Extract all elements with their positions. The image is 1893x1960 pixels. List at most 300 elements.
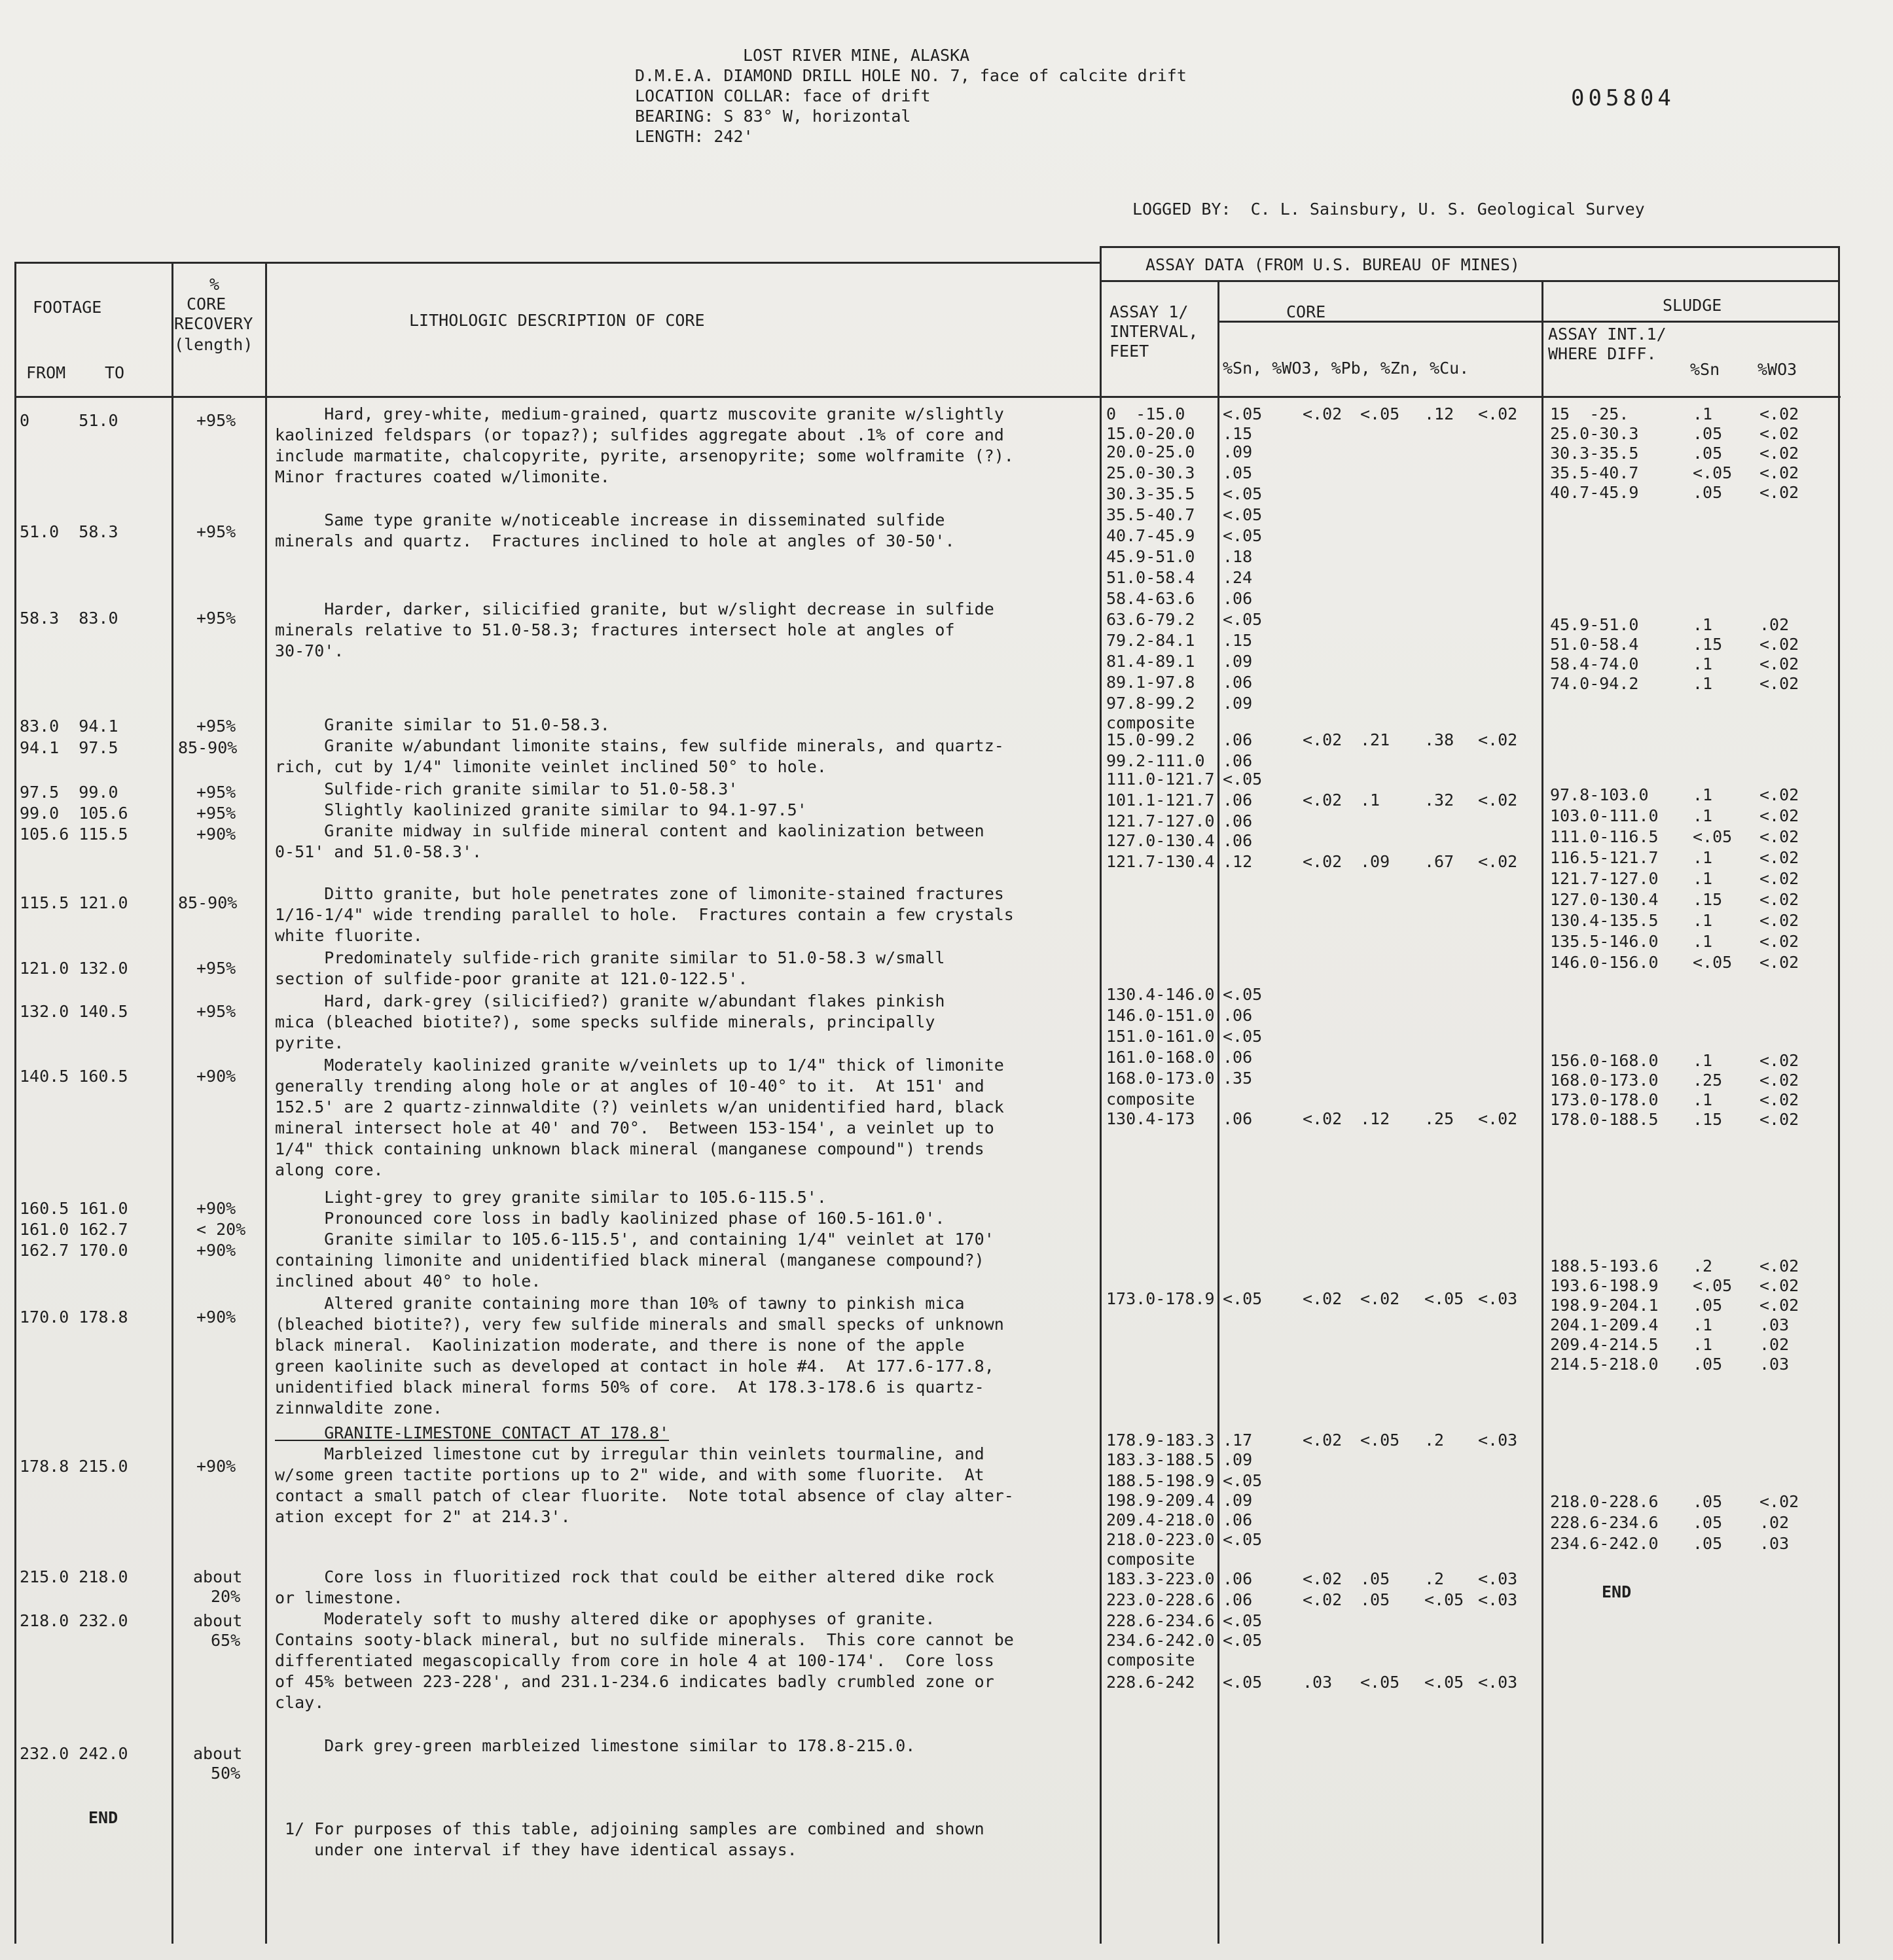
core-assay-wo3: <.02 [1303,1289,1343,1308]
recovery-value: +95% [196,609,236,628]
sludge-assay-wo3: <.02 [1759,1256,1799,1275]
description-line: include marmatite, chalcopyrite, pyrite, arsenopyrite; some wolframite (?). [275,446,1014,465]
core-assay-sn: .06 [1223,1510,1253,1529]
recovery-value: +90% [196,1241,236,1260]
document-number: 005804 [1571,85,1675,111]
col-rule-core [1541,280,1543,1944]
length-header: (length) [174,335,253,354]
core-assay-sn: <.05 [1223,1611,1263,1630]
header-bottom-rule [14,396,1841,398]
sludge-assay-sn: <.05 [1693,1276,1733,1295]
sludge-assay-wo3: .02 [1759,1335,1790,1354]
core-assay-sn: <.05 [1223,985,1263,1004]
core-assay-interval: 130.4-173 [1106,1109,1195,1128]
assay-data-header: ASSAY DATA (FROM U.S. BUREAU OF MINES) [1145,255,1520,274]
core-assay-sn: .06 [1223,1569,1253,1588]
assay-top-rule [1100,246,1839,248]
sludge-assay-sn: <.05 [1693,463,1733,482]
sludge-assay-interval: 156.0-168.0 [1550,1051,1659,1070]
core-assay-zn: .32 [1424,791,1454,810]
sludge-assay-wo3: <.02 [1759,890,1799,909]
sludge-assay-sn: .05 [1693,424,1723,443]
core-assay-cu: <.02 [1478,1109,1518,1128]
core-assay-sn: .24 [1223,568,1253,587]
sludge-assay-wo3: <.02 [1759,483,1799,502]
core-assay-interval: 111.0-121.7 [1106,770,1215,789]
sludge-assay-wo3: <.02 [1759,953,1799,972]
description-line: Granite midway in sulfide mineral content and kaolinization between [275,821,984,840]
footage-end: END [88,1808,118,1827]
description-line: Hard, dark-grey (silicified?) granite w/abundant flakes pinkish [275,991,945,1010]
sludge-assay-wo3: <.02 [1759,1071,1799,1090]
sludge-assay-wo3: <.02 [1759,785,1799,804]
sludge-assay-interval: 116.5-121.7 [1550,848,1659,867]
sludge-assay-interval: 214.5-218.0 [1550,1355,1659,1374]
core-assay-sn: .06 [1223,831,1253,850]
core-assay-cu: <.02 [1478,791,1518,810]
sludge-assay-interval: 127.0-130.4 [1550,890,1659,909]
sludge-wo3-header: %WO3 [1758,360,1797,379]
core-assay-sn: .06 [1223,1109,1253,1128]
description-line: of 45% between 223-228', and 231.1-234.6 indicates badly crumbled zone or [275,1672,994,1691]
sludge-assay-sn: .05 [1693,444,1723,463]
description-line: minerals and quartz. Fractures inclined to hole at angles of 30-50'. [275,531,955,550]
sludge-assay-sn: .1 [1693,654,1713,673]
footage-row: 99.0 105.6 [20,804,128,823]
sludge-assay-interval: 74.0-94.2 [1550,674,1639,693]
recovery-value: 50% [211,1764,241,1783]
location-line: LOCATION COLLAR: face of drift [635,86,931,105]
sludge-assay-sn: .1 [1693,615,1713,634]
sludge-assay-interval: 30.3-35.5 [1550,444,1639,463]
core-assay-interval: 63.6-79.2 [1106,610,1195,629]
footage-row: 58.3 83.0 [20,609,118,628]
description-line: Pronounced core loss in badly kaolinized phase of 160.5-161.0'. [275,1209,945,1228]
core-assay-interval: composite [1106,1550,1195,1569]
sludge-assay-interval: 168.0-173.0 [1550,1071,1659,1090]
sludge-assay-wo3: .03 [1759,1355,1790,1374]
description-line: containing limonite and unidentified black mineral (manganese compound?) [275,1251,984,1270]
sludge-assay-sn: .1 [1693,1051,1713,1070]
sludge-assay-wo3: <.02 [1759,1296,1799,1315]
recovery-value: +90% [196,1199,236,1218]
bearing-line: BEARING: S 83° W, horizontal [635,107,911,126]
description-line: Granite similar to 51.0-58.3. [275,715,610,734]
col-rule-interval [1217,280,1219,1944]
description-line: ation except for 2" at 214.3'. [275,1507,571,1526]
core-assay-sn: .06 [1223,730,1253,749]
description-line: w/some green tactite portions up to 2" wide, and with some fluorite. At [275,1465,984,1484]
sludge-interval-header-2: WHERE DIFF. [1548,344,1657,363]
core-assay-interval: 89.1-97.8 [1106,673,1195,692]
core-assay-interval: 51.0-58.4 [1106,568,1195,587]
sludge-assay-sn: .1 [1693,1315,1713,1334]
core-assay-zn: .12 [1424,404,1454,423]
to-header: TO [105,363,125,382]
description-line: contact a small patch of clear fluorite. Note total absence of clay alter- [275,1486,1014,1505]
core-assay-interval: 218.0-223.0 [1106,1530,1215,1549]
recovery-value: 85-90% [178,893,238,912]
core-assay-sn: <.05 [1223,404,1263,423]
footage-row: 121.0 132.0 [20,959,128,978]
recovery-value: +95% [196,1002,236,1021]
sludge-assay-sn: .1 [1693,674,1713,693]
col-rule-footage [171,262,173,1944]
core-assay-wo3: <.02 [1303,852,1343,871]
description-line: section of sulfide-poor granite at 121.0-122.5'. [275,969,748,988]
core-header: CORE [1286,302,1326,321]
core-assay-interval: 130.4-146.0 [1106,985,1215,1004]
col-rule-left [14,262,16,1944]
core-assay-wo3: <.02 [1303,791,1343,810]
core-assay-interval: 146.0-151.0 [1106,1006,1215,1025]
core-assay-cu: <.03 [1478,1590,1518,1609]
description-line: rich, cut by 1/4" limonite veinlet inclined 50° to hole. [275,757,827,776]
sludge-assay-sn: .25 [1693,1071,1723,1090]
core-assay-interval: 223.0-228.6 [1106,1590,1215,1609]
core-assay-interval: 228.6-242 [1106,1673,1195,1692]
pct-header: % [209,275,220,294]
sludge-assay-wo3: <.02 [1759,635,1799,654]
description-line: black mineral. Kaolinization moderate, and there is none of the apple [275,1336,965,1355]
sludge-assay-interval: 121.7-127.0 [1550,869,1659,888]
core-assay-sn: <.05 [1223,1673,1263,1692]
sludge-assay-sn: .1 [1693,785,1713,804]
sludge-assay-interval: 97.8-103.0 [1550,785,1649,804]
core-assay-interval: 121.7-130.4 [1106,852,1215,871]
core-assay-interval: 198.9-209.4 [1106,1491,1215,1510]
footage-row: 170.0 178.8 [20,1308,128,1327]
from-header: FROM [26,363,66,382]
core-assay-pb: .21 [1360,730,1390,749]
core-assay-sn: .09 [1223,1450,1253,1469]
description-line: minerals relative to 51.0-58.3; fractures intersect hole at angles of [275,620,955,639]
sludge-assay-wo3: <.02 [1759,932,1799,951]
sludge-assay-wo3: <.02 [1759,674,1799,693]
core-assay-cu: <.02 [1478,404,1518,423]
core-assay-sn: <.05 [1223,484,1263,503]
sludge-assay-interval: 178.0-188.5 [1550,1110,1659,1129]
core-assay-sn: <.05 [1223,610,1263,629]
core-assay-zn: .2 [1424,1431,1445,1450]
footnote-line: under one interval if they have identical assays. [285,1840,797,1859]
core-assay-interval: 183.3-188.5 [1106,1450,1215,1469]
sludge-assay-sn: .05 [1693,1492,1723,1511]
sludge-assay-interval: 103.0-111.0 [1550,806,1659,825]
recovery-value: +90% [196,1308,236,1327]
recovery-value: +95% [196,522,236,541]
core-assay-interval: 79.2-84.1 [1106,631,1195,650]
core-assay-zn: .2 [1424,1569,1445,1588]
assay-interval-header-1: ASSAY 1/ [1109,302,1189,321]
core-assay-pb: <.05 [1360,404,1400,423]
core-assay-interval: composite [1106,1650,1195,1669]
description-line: Sulfide-rich granite similar to 51.0-58.3' [275,779,738,798]
core-assay-zn: <.05 [1424,1673,1464,1692]
footage-header: FOOTAGE [33,298,102,317]
sludge-assay-sn: .1 [1693,404,1713,423]
description-line: unidentified black mineral forms 50% of core. At 178.3-178.6 is quartz- [275,1378,984,1397]
sludge-end: END [1602,1582,1632,1601]
core-assay-sn: .18 [1223,547,1253,566]
recovery-value: +90% [196,1067,236,1086]
sludge-assay-sn: .05 [1693,1513,1723,1532]
core-assay-wo3: <.02 [1303,404,1343,423]
sludge-assay-interval: 188.5-193.6 [1550,1256,1659,1275]
core-assay-sn: <.05 [1223,1027,1263,1046]
core-assay-sn: <.05 [1223,1289,1263,1308]
contact-heading: GRANITE-LIMESTONE CONTACT AT 178.8' [275,1423,670,1442]
recovery-value: 20% [211,1587,241,1606]
description-line: Slightly kaolinized granite similar to 94.1-97.5' [275,800,807,819]
sludge-assay-interval: 173.0-178.0 [1550,1090,1659,1109]
core-assay-interval: 35.5-40.7 [1106,505,1195,524]
description-line: along core. [275,1160,384,1179]
core-assay-interval: 15.0-99.2 [1106,730,1195,749]
description-line: pyrite. [275,1033,344,1052]
assay-sub-rule [1100,280,1839,282]
core-assay-interval: 178.9-183.3 [1106,1431,1215,1450]
sludge-assay-sn: <.05 [1693,827,1733,846]
description-line: inclined about 40° to hole. [275,1272,541,1291]
core-assay-pb: <.05 [1360,1431,1400,1450]
core-assay-wo3: .03 [1303,1673,1333,1692]
core-assay-zn: .25 [1424,1109,1454,1128]
core-assay-interval: 97.8-99.2 [1106,694,1195,713]
sludge-interval-header-1: ASSAY INT.1/ [1548,325,1667,344]
sludge-assay-sn: .05 [1693,483,1723,502]
footage-row: 83.0 94.1 [20,717,118,736]
core-assay-zn: .38 [1424,730,1454,749]
sludge-assay-interval: 204.1-209.4 [1550,1315,1659,1334]
footage-row: 105.6 115.5 [20,825,128,844]
core-assay-sn: .15 [1223,424,1253,443]
core-assay-interval: 0 -15.0 [1106,404,1185,423]
sludge-assay-interval: 35.5-40.7 [1550,463,1639,482]
core-assay-wo3: <.02 [1303,1431,1343,1450]
description-line: Harder, darker, silicified granite, but w/slight decrease in sulfide [275,599,994,618]
core-assay-sn: <.05 [1223,1530,1263,1549]
core-assay-interval: 99.2-111.0 [1106,751,1205,770]
sludge-assay-sn: .1 [1693,932,1713,951]
footage-row: 160.5 161.0 [20,1199,128,1218]
sludge-assay-wo3: <.02 [1759,1110,1799,1129]
logged-by-line: LOGGED BY: C. L. Sainsbury, U. S. Geological Survey [1132,200,1645,219]
core-assay-wo3: <.02 [1303,1590,1343,1609]
core-elements-header: %Sn, %WO3, %Pb, %Zn, %Cu. [1223,359,1469,378]
core-assay-pb: .09 [1360,852,1390,871]
recovery-value: about [193,1744,243,1763]
sludge-assay-sn: .1 [1693,869,1713,888]
core-assay-interval: 45.9-51.0 [1106,547,1195,566]
core-assay-pb: <.05 [1360,1673,1400,1692]
description-line: (bleached biotite?), very few sulfide minerals and small specks of unknown [275,1315,1004,1334]
description-line: 0-51' and 51.0-58.3'. [275,842,482,861]
core-assay-sn: .06 [1223,589,1253,608]
core-assay-sn: .06 [1223,673,1253,692]
footnote-line: 1/ For purposes of this table, adjoining samples are combined and shown [285,1819,984,1838]
length-line: LENGTH: 242' [635,127,753,146]
core-assay-pb: <.02 [1360,1289,1400,1308]
sludge-assay-sn: .05 [1693,1534,1723,1553]
description-line: Ditto granite, but hole penetrates zone of limonite-stained fractures [275,884,1004,903]
description-line: Same type granite w/noticeable increase in disseminated sulfide [275,510,945,529]
sludge-assay-interval: 25.0-30.3 [1550,424,1639,443]
recovery-value: +95% [196,783,236,802]
description-line: 1/4" thick containing unknown black mineral (manganese compound") trends [275,1139,984,1158]
description-line: Granite w/abundant limonite stains, few sulfide minerals, and quartz- [275,736,1004,755]
sludge-assay-interval: 209.4-214.5 [1550,1335,1659,1354]
core-assay-interval: 121.7-127.0 [1106,811,1215,830]
core-assay-interval: 228.6-234.6 [1106,1611,1215,1630]
sludge-assay-wo3: <.02 [1759,1276,1799,1295]
core-assay-wo3: <.02 [1303,1569,1343,1588]
recovery-value: about [193,1567,243,1586]
core-assay-interval: 151.0-161.0 [1106,1027,1215,1046]
footage-row: 94.1 97.5 [20,738,118,757]
description-line: Light-grey to grey granite similar to 105.6-115.5'. [275,1188,827,1207]
drill-hole-line: D.M.E.A. DIAMOND DRILL HOLE NO. 7, face of calcite drift [635,66,1187,85]
core-assay-sn: <.05 [1223,770,1263,789]
footage-row: 161.0 162.7 [20,1220,128,1239]
core-assay-zn: .67 [1424,852,1454,871]
footage-row: 215.0 218.0 [20,1567,128,1586]
core-assay-pb: .05 [1360,1569,1390,1588]
recovery-value: about [193,1611,243,1630]
footage-row: 0 51.0 [20,411,118,430]
description-line: Moderately kaolinized granite w/veinlets up to 1/4" thick of limonite [275,1056,1004,1075]
recovery-value: < 20% [196,1220,246,1239]
description-line: or limestone. [275,1588,403,1607]
core-assay-sn: <.05 [1223,1471,1263,1490]
core-assay-cu: <.02 [1478,852,1518,871]
recovery-value: +90% [196,1457,236,1476]
description-line: generally trending along hole or at angles of 10-40° to it. At 151' and [275,1077,984,1096]
core-assay-interval: 188.5-198.9 [1106,1471,1215,1490]
core-assay-wo3: <.02 [1303,1109,1343,1128]
sludge-assay-interval: 228.6-234.6 [1550,1513,1659,1532]
description-line: Contains sooty-black mineral, but no sulfide minerals. This core cannot be [275,1630,1014,1649]
description-line: mineral intersect hole at 40' and 70°. Between 153-154', a veinlet up to [275,1118,994,1137]
core-assay-sn: .09 [1223,442,1253,461]
recovery-value: 65% [211,1631,241,1650]
core-assay-sn: .06 [1223,1048,1253,1067]
description-line: Marbleized limestone cut by irregular thin veinlets tourmaline, and [275,1444,984,1463]
col-rule-recovery [265,262,267,1944]
core-assay-sn: .09 [1223,1491,1253,1510]
core-assay-sn: <.05 [1223,526,1263,545]
recovery-value: +90% [196,825,236,844]
sludge-assay-wo3: <.02 [1759,444,1799,463]
description-line: 1/16-1/4" wide trending parallel to hole. Fractures contain a few crystals [275,905,1014,924]
sludge-assay-sn: .15 [1693,1110,1723,1129]
core-assay-sn: .06 [1223,1590,1253,1609]
core-assay-sn: .05 [1223,463,1253,482]
core-assay-sn: <.05 [1223,505,1263,524]
core-assay-interval: 25.0-30.3 [1106,463,1195,482]
assay-interval-header-3: FEET [1109,342,1149,361]
description-line: kaolinized feldspars (or topaz?); sulfides aggregate about .1% of core and [275,425,1004,444]
footage-row: 218.0 232.0 [20,1611,128,1630]
core-assay-pb: .12 [1360,1109,1390,1128]
core-assay-sn: .06 [1223,791,1253,810]
sludge-assay-wo3: <.02 [1759,1492,1799,1511]
description-line: Core loss in fluoritized rock that could be either altered dike rock [275,1567,994,1586]
sludge-assay-sn: <.05 [1693,953,1733,972]
recovery-value: +95% [196,411,236,430]
description-line: Minor fractures coated w/limonite. [275,467,610,486]
footage-row: 162.7 170.0 [20,1241,128,1260]
core-assay-interval: composite [1106,713,1195,732]
sludge-assay-sn: .1 [1693,1335,1713,1354]
core-assay-interval: 127.0-130.4 [1106,831,1215,850]
core-assay-sn: <.05 [1223,1631,1263,1650]
description-line: Moderately soft to mushy altered dike or apophyses of granite. [275,1609,935,1628]
sludge-assay-interval: 51.0-58.4 [1550,635,1639,654]
core-assay-interval: 161.0-168.0 [1106,1048,1215,1067]
description-line: Hard, grey-white, medium-grained, quartz muscovite granite w/slightly [275,404,1004,423]
sludge-assay-wo3: <.02 [1759,1051,1799,1070]
core-assay-pb: .05 [1360,1590,1390,1609]
sludge-assay-sn: .1 [1693,911,1713,930]
core-assay-cu: <.03 [1478,1673,1518,1692]
sludge-assay-interval: 198.9-204.1 [1550,1296,1659,1315]
core-assay-sn: .12 [1223,852,1253,871]
sludge-assay-wo3: <.02 [1759,1090,1799,1109]
sludge-assay-wo3: <.02 [1759,911,1799,930]
sludge-assay-sn: .15 [1693,635,1723,654]
sludge-assay-wo3: .02 [1759,615,1790,634]
core-assay-sn: .06 [1223,811,1253,830]
sludge-assay-interval: 234.6-242.0 [1550,1534,1659,1553]
sludge-assay-sn: .15 [1693,890,1723,909]
sludge-assay-wo3: .02 [1759,1513,1790,1532]
description-line: differentiated megascopically from core in hole 4 at 100-174'. Core loss [275,1651,994,1670]
col-rule-right [1838,246,1840,1944]
description-line: white fluorite. [275,926,423,945]
core-assay-sn: .35 [1223,1069,1253,1088]
sludge-assay-interval: 135.5-146.0 [1550,932,1659,951]
sludge-assay-interval: 15 -25. [1550,404,1629,423]
sludge-assay-sn: .05 [1693,1296,1723,1315]
core-assay-pb: .1 [1360,791,1380,810]
sludge-assay-wo3: <.02 [1759,424,1799,443]
core-assay-interval: 40.7-45.9 [1106,526,1195,545]
core-assay-zn: <.05 [1424,1289,1464,1308]
core-assay-sn: .09 [1223,694,1253,713]
footage-row: 232.0 242.0 [20,1744,128,1763]
sludge-assay-interval: 45.9-51.0 [1550,615,1639,634]
footage-row: 178.8 215.0 [20,1457,128,1476]
core-assay-interval: composite [1106,1090,1195,1109]
description-line: 152.5' are 2 quartz-zinnwaldite (?) veinlets w/an unidentified hard, black [275,1097,1004,1116]
sludge-assay-interval: 130.4-135.5 [1550,911,1659,930]
core-assay-interval: 58.4-63.6 [1106,589,1195,608]
core-assay-sn: .06 [1223,751,1253,770]
description-line: Altered granite containing more than 10% of tawny to pinkish mica [275,1294,965,1313]
sludge-assay-interval: 111.0-116.5 [1550,827,1659,846]
recovery-value: +95% [196,717,236,736]
sludge-assay-wo3: <.02 [1759,848,1799,867]
sludge-assay-interval: 146.0-156.0 [1550,953,1659,972]
sludge-assay-wo3: <.02 [1759,869,1799,888]
sludge-assay-interval: 58.4-74.0 [1550,654,1639,673]
sludge-assay-sn: .1 [1693,848,1713,867]
core-assay-zn: <.05 [1424,1590,1464,1609]
sludge-assay-wo3: <.02 [1759,654,1799,673]
sludge-sn-header: %Sn [1690,360,1720,379]
core-assay-interval: 234.6-242.0 [1106,1631,1215,1650]
